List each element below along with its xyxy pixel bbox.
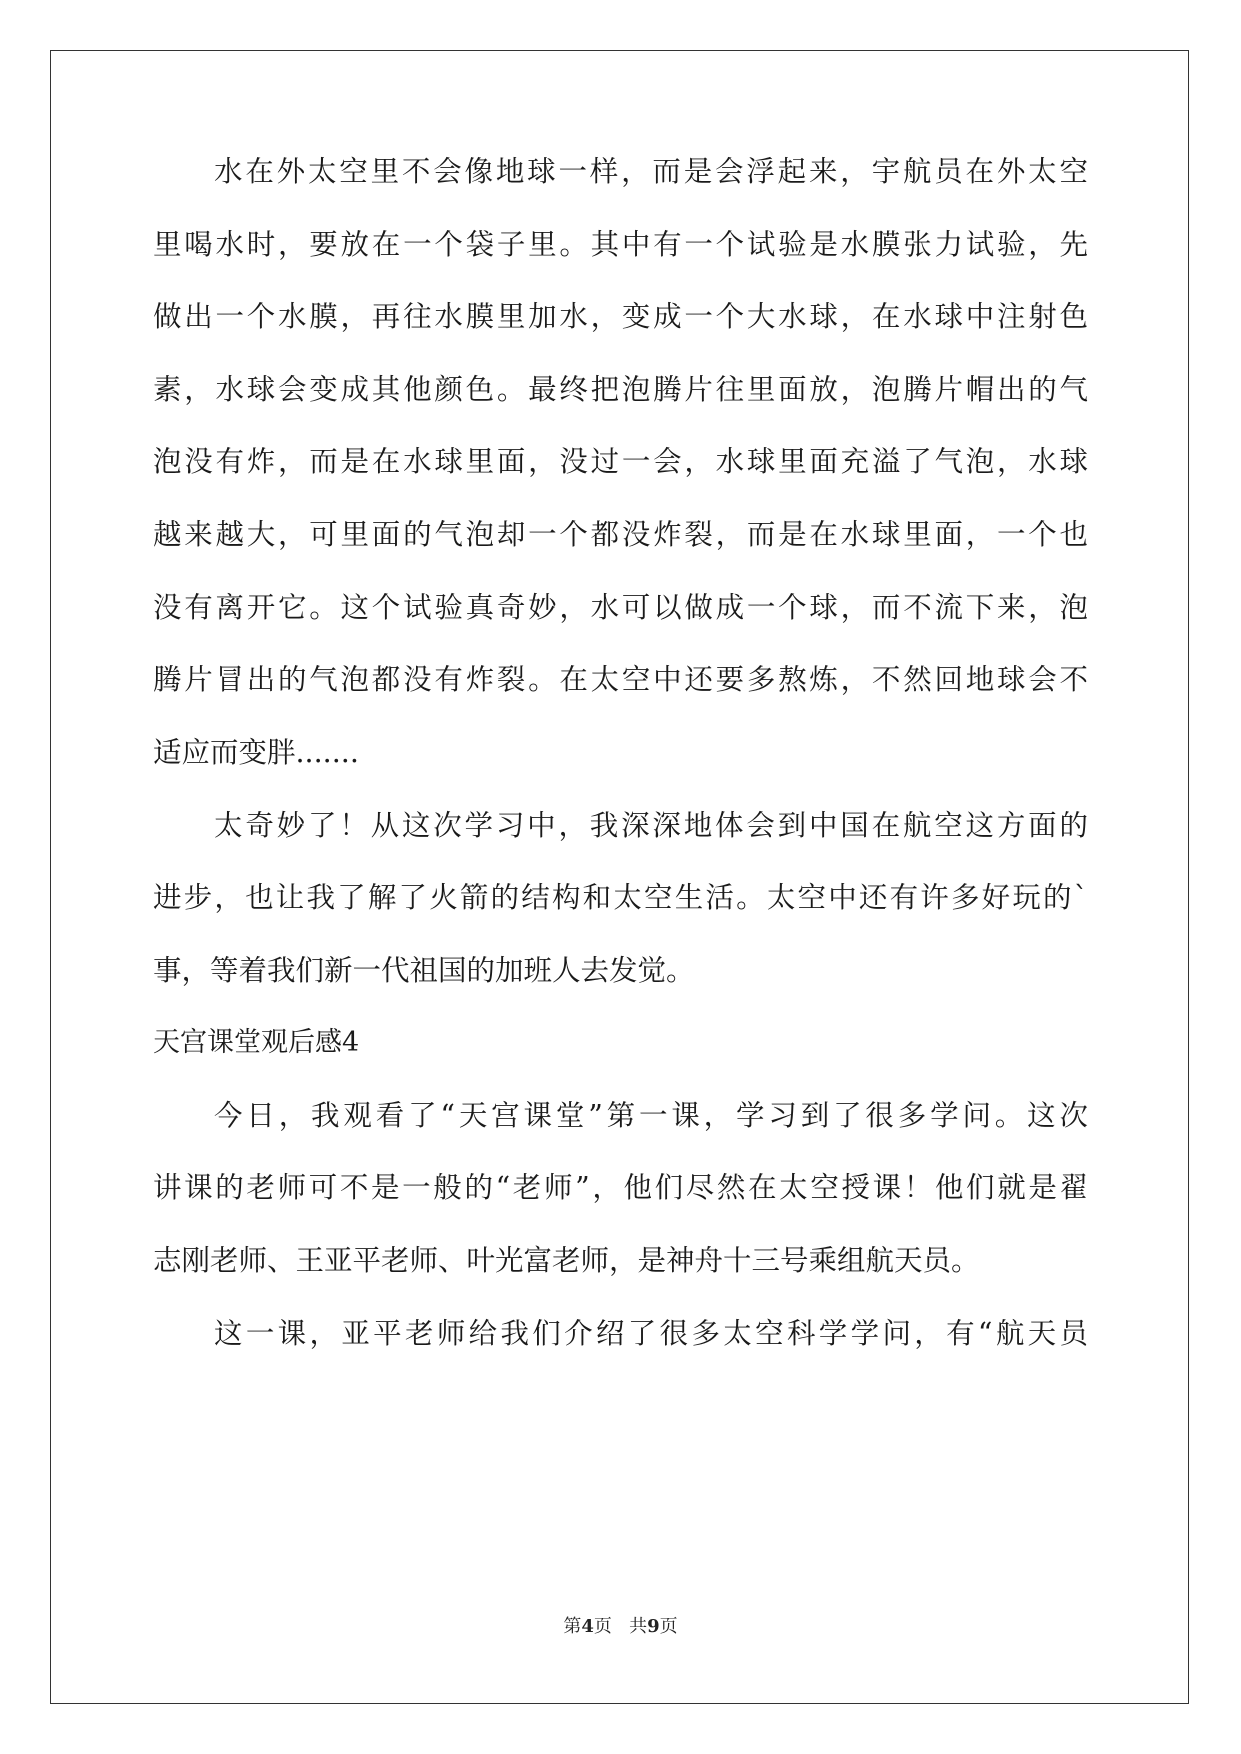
text-line: 素，水球会变成其他颜色。最终把泡腾片往里面放，泡腾片帽出的气 <box>153 373 1088 406</box>
text-line: 没有离开它。这个试验真奇妙，水可以做成一个球，而不流下来，泡 <box>153 591 1088 624</box>
page-footer <box>0 1612 1241 1642</box>
text-line: 太奇妙了！从这次学习中，我深深地体会到中国在航空这方面的 <box>214 809 1088 842</box>
page-number: 4 <box>581 1616 594 1637</box>
text-line: 进步，也让我了解了火箭的结构和太空生活。太空中还有许多好玩的` <box>153 881 1088 914</box>
text-line: 腾片冒出的气泡都没有炸裂。在太空中还要多熬炼，不然回地球会不 <box>153 663 1088 696</box>
page-suffix: 页 <box>593 1616 612 1637</box>
text-line: 里喝水时，要放在一个袋子里。其中有一个试验是水膜张力试验，先 <box>153 228 1088 261</box>
text-line: 今日，我观看了“天宫课堂”第一课，学习到了很多学问。这次 <box>214 1099 1088 1132</box>
total-suffix: 页 <box>659 1616 678 1637</box>
text-line: 泡没有炸，而是在水球里面，没过一会，水球里面充溢了气泡，水球 <box>153 445 1088 478</box>
text-line: 做出一个水膜，再往水膜里加水，变成一个大水球，在水球中注射色 <box>153 300 1088 333</box>
total-prefix: 共 <box>629 1616 648 1637</box>
section-heading: 天宫课堂观后感4 <box>153 1027 360 1058</box>
page-prefix: 第 <box>563 1616 582 1637</box>
text-line: 这一课，亚平老师给我们介绍了很多太空科学学问，有“航天员 <box>214 1317 1088 1350</box>
text-line: 越来越大，可里面的气泡却一个都没炸裂，而是在水球里面，一个也 <box>153 518 1088 551</box>
text-line: 水在外太空里不会像地球一样，而是会浮起来，宇航员在外太空 <box>214 155 1088 188</box>
text-line: 适应而变胖....... <box>153 736 359 769</box>
text-line: 事，等着我们新一代祖国的加班人去发觉。 <box>153 954 695 987</box>
text-line: 志刚老师、王亚平老师、叶光富老师，是神舟十三号乘组航天员。 <box>153 1244 980 1277</box>
text-line: 讲课的老师可不是一般的“老师”，他们尽然在太空授课！他们就是翟 <box>153 1171 1088 1204</box>
total-pages: 9 <box>647 1616 660 1637</box>
